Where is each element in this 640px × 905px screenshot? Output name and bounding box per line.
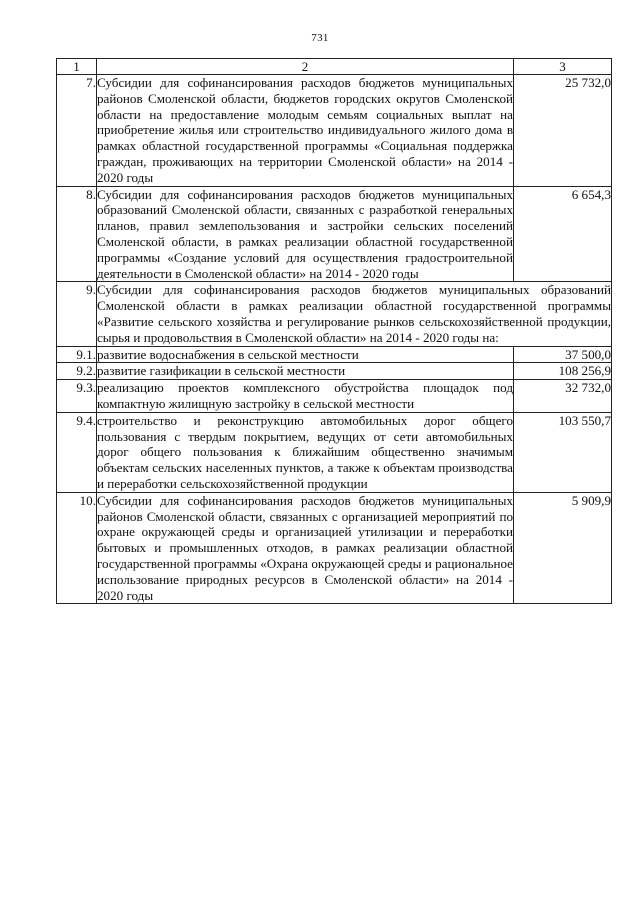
row-number: 9.2. bbox=[57, 363, 97, 380]
table-row bbox=[57, 282, 612, 346]
row-amount: 108 256,9 bbox=[514, 363, 612, 380]
row-description: строительство и реконструкцию автомобильных дорог общего пользования с твердым покрытием, ведущих от сети автомобильных дорог общего пользования к ближайшим общественно значимым объектам сельских населенных пунктов, а также к объектам производства и переработки сельскохозяйственной продукции bbox=[97, 412, 513, 491]
row-description: Субсидии для софинансирования расходов бюджетов муниципальных районов Смоленской области, связанных с организацией мероприятий по охране окружающей среды и организацией утилизации и переработки бытовых и промышленных отходов, в рамках реализации областной государственной программы «Охрана окружающей среды и рациональное использование природных ресурсов в Смоленской области» на 2014 - 2020 годы bbox=[97, 492, 513, 603]
table-row bbox=[57, 75, 612, 187]
table-row bbox=[57, 186, 612, 282]
row-number: 10. bbox=[57, 492, 97, 604]
table-row bbox=[57, 346, 612, 363]
row-description: развитие газификации в сельской местности bbox=[97, 363, 514, 380]
budget-table bbox=[56, 58, 612, 604]
column-header-description: 2 bbox=[97, 59, 514, 75]
row-amount: 103 550,7 bbox=[514, 412, 612, 492]
row-amount: 6 654,3 bbox=[514, 186, 612, 282]
row-number: 9.1. bbox=[57, 346, 97, 363]
table-row bbox=[57, 363, 612, 380]
row-amount: 37 500,0 bbox=[514, 346, 612, 363]
row-description: развитие водоснабжения в сельской местности bbox=[97, 346, 514, 363]
table-row bbox=[57, 492, 612, 604]
table-header-row bbox=[57, 59, 612, 75]
row-number: 8. bbox=[57, 186, 97, 282]
table-row bbox=[57, 412, 612, 492]
row-description: Субсидии для софинансирования расходов бюджетов муниципальных образований Смоленской области, связанных с разработкой генеральных планов, правил землепользования и застройки сельских поселений Смоленской области, в рамках реализации областной государственной программы «Создание условий для осуществления градостроительной деятельности в Смоленской области» на 2014 - 2020 годы bbox=[97, 186, 513, 281]
row-number: 9.4. bbox=[57, 412, 97, 492]
column-header-amount: 3 bbox=[514, 59, 612, 75]
row-amount: 25 732,0 bbox=[514, 75, 612, 187]
row-description: реализацию проектов комплексного обустройства площадок под компактную жилищную застройку в сельской местности bbox=[97, 380, 513, 411]
row-number: 7. bbox=[57, 75, 97, 187]
page-number: 731 bbox=[311, 32, 329, 44]
row-description: Субсидии для софинансирования расходов бюджетов муниципальных районов Смоленской области, бюджетов городских округов Смоленской области на предоставление молодым семьям социальных выплат на приобретение жилья или строительство индивидуального жилого дома в рамках областной государственной программы «Социальная поддержка граждан, проживающих на территории Смоленской области» на 2014 - 2020 годы bbox=[97, 75, 513, 185]
row-description: Субсидии для софинансирования расходов бюджетов муниципальных образований Смоленской области в рамках реализации областной государственной программы «Развитие сельского хозяйства и регулирование рынков сельскохозяйственной продукции, сырья и продовольствия в Смоленской области» на 2014 - 2020 годы на: bbox=[97, 282, 611, 345]
row-amount: 32 732,0 bbox=[514, 380, 612, 413]
row-amount: 5 909,9 bbox=[514, 492, 612, 604]
table-row bbox=[57, 380, 612, 413]
row-number: 9. bbox=[57, 282, 97, 346]
column-header-number: 1 bbox=[57, 59, 97, 75]
row-number: 9.3. bbox=[57, 380, 97, 413]
